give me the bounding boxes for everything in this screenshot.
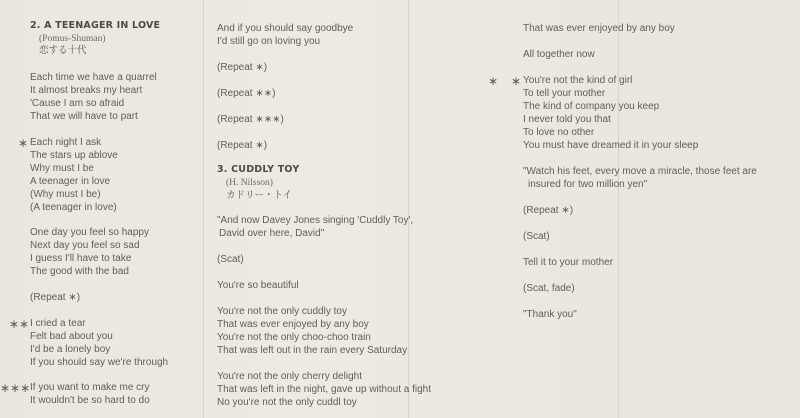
repeat-instruction: (Repeat ∗) (30, 292, 81, 303)
repeat-instruction: (Repeat ∗∗∗) (217, 114, 284, 125)
lyric-line: The kind of company you keep (523, 101, 660, 112)
lyric-line: That was ever enjoyed by any boy (523, 23, 675, 34)
lyric-line: You're so beautiful (217, 280, 299, 291)
lyric-line: You must have dreamed it in your sleep (523, 140, 699, 151)
lyric-line: Felt bad about you (30, 331, 113, 342)
lyric-line: You're not the only cuddly toy (217, 306, 347, 317)
lyric-line: 'Cause I am so afraid (30, 98, 125, 109)
lyric-line: insured for two million yen" (528, 179, 648, 190)
lyric-line: It wouldn't be so hard to do (30, 395, 150, 406)
lyric-line: (Scat) (217, 254, 244, 265)
chorus-marker: ∗∗ (9, 317, 30, 331)
lyric-line: If you should say we're through (30, 357, 169, 368)
chorus-marker: ∗ (18, 136, 29, 150)
fold-line (203, 0, 204, 418)
lyric-line: You're not the only choo-choo train (217, 332, 371, 343)
lyric-line: You're not the kind of girl (523, 75, 633, 86)
chorus-marker: ∗ (511, 74, 522, 88)
song-japanese-title: カドリー・トイ (226, 190, 293, 201)
song-credit: (H. Nilsson) (226, 178, 273, 188)
lyric-line: A teenager in love (30, 176, 111, 187)
lyric-line: Each time we have a quarrel (30, 72, 157, 83)
song-title: 2. A TEENAGER IN LOVE (30, 20, 161, 31)
song-title: 3. CUDDLY TOY (217, 164, 300, 175)
repeat-instruction: (Repeat ∗) (217, 140, 268, 151)
lyric-line: Why must I be (30, 163, 94, 174)
lyric-line: David over here, David" (219, 228, 325, 239)
lyric-line: To love no other (523, 127, 595, 138)
repeat-instruction: (Repeat ∗) (217, 62, 268, 73)
lyric-line: To tell your mother (523, 88, 606, 99)
lyric-line: I guess I'll have to take (30, 253, 132, 264)
lyric-line: I'd still go on loving you (217, 36, 321, 47)
lyric-line: All together now (523, 49, 595, 60)
lyric-line: I cried a tear (30, 318, 86, 329)
song-japanese-title: 恋する十代 (39, 45, 87, 56)
lyric-line: I never told you that (523, 114, 611, 125)
lyric-line: "And now Davey Jones singing 'Cuddly Toy', (217, 215, 414, 226)
fold-line (408, 0, 409, 418)
lyric-line: That was ever enjoyed by any boy (217, 319, 369, 330)
lyric-line: (Why must I be) (30, 189, 101, 200)
lyric-line: That was left out in the rain every Saturday (217, 345, 408, 356)
lyric-line: One day you feel so happy (30, 227, 149, 238)
chorus-marker: ∗∗∗ (0, 381, 31, 395)
lyric-line: That we will have to part (30, 111, 138, 122)
repeat-instruction: (Repeat ∗) (523, 205, 574, 216)
song-credit: (Pomus-Shuman) (39, 34, 106, 44)
lyric-line: Tell it to your mother (523, 257, 614, 268)
lyric-line: The stars up ablove (30, 150, 118, 161)
chorus-marker: ∗ (488, 74, 499, 88)
lyric-line: (A teenager in love) (30, 202, 117, 213)
lyric-line: No you're not the only cuddl toy (217, 397, 357, 408)
lyric-line: Each night I ask (30, 137, 102, 148)
lyric-line: Next day you feel so sad (30, 240, 140, 251)
lyric-line: That was left in the night, gave up without a fight (217, 384, 432, 395)
lyric-line: It almost breaks my heart (30, 85, 143, 96)
lyric-line: (Scat, fade) (523, 283, 575, 294)
lyric-line: "Thank you" (523, 309, 577, 320)
lyric-line: The good with the bad (30, 266, 129, 277)
lyric-line: And if you should say goodbye (217, 23, 354, 34)
fold-line (618, 0, 619, 418)
lyric-line: "Watch his feet, every move a miracle, those feet are (523, 166, 757, 177)
lyric-line: You're not the only cherry delight (217, 371, 362, 382)
repeat-instruction: (Repeat ∗∗) (217, 88, 276, 99)
lyric-line: If you want to make me cry (30, 382, 150, 393)
lyric-line: (Scat) (523, 231, 550, 242)
lyric-line: I'd be a lonely boy (30, 344, 111, 355)
